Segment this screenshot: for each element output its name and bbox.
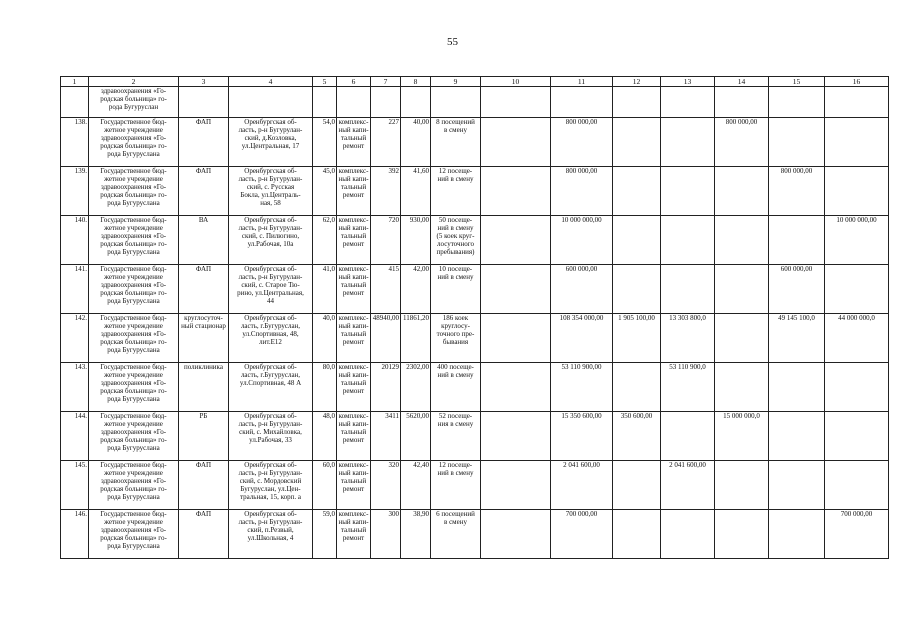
cell-col-7: 20129	[371, 363, 401, 412]
cell-col-14	[715, 216, 769, 265]
cell-col-12	[613, 265, 661, 314]
cell-col-11: 800 000,00	[551, 167, 613, 216]
cell-col-14	[715, 461, 769, 510]
cell-col-14: 15 000 000,0	[715, 412, 769, 461]
cell-col-16	[825, 461, 889, 510]
cell-col-6	[337, 87, 371, 118]
cell-col-15: 49 145 100,0	[769, 314, 825, 363]
cell-col-8: 41,60	[401, 167, 431, 216]
cell-col-14	[715, 265, 769, 314]
cell-col-3: ФАП	[179, 118, 229, 167]
cell-col-16	[825, 412, 889, 461]
cell-col-5: 62,0	[313, 216, 337, 265]
cell-col-5: 48,0	[313, 412, 337, 461]
cell-col-11: 53 110 900,00	[551, 363, 613, 412]
cell-col-11: 800 000,00	[551, 118, 613, 167]
cell-col-10	[481, 314, 551, 363]
page-number: 55	[447, 36, 458, 48]
cell-col-12	[613, 461, 661, 510]
cell-col-8: 2302,00	[401, 363, 431, 412]
cell-col-9: 400 посеще- ний в смену	[431, 363, 481, 412]
cell-col-16	[825, 167, 889, 216]
cell-col-10	[481, 265, 551, 314]
cell-col-5: 54,0	[313, 118, 337, 167]
cell-col-16: 44 000 000,0	[825, 314, 889, 363]
cell-col-5: 80,0	[313, 363, 337, 412]
cell-col-8	[401, 87, 431, 118]
cell-col-7: 300	[371, 510, 401, 559]
header-row	[61, 77, 889, 87]
cell-col-15	[769, 216, 825, 265]
cell-col-11	[551, 87, 613, 118]
cell-col-12	[613, 510, 661, 559]
cell-col-9: 52 посеще- ния в смену	[431, 412, 481, 461]
cell-col-9: 8 посещений в смену	[431, 118, 481, 167]
cell-col-1: 140.	[61, 216, 89, 265]
table-row	[61, 363, 889, 412]
table-row	[61, 167, 889, 216]
cell-col-13	[661, 118, 715, 167]
register-table	[60, 76, 889, 559]
table-header	[61, 77, 889, 87]
cell-col-4: Оренбургская об- ласть, р-н Бугурулан- ский, д.Козловка, ул.Центральная, 17	[229, 118, 313, 167]
cell-col-4: Оренбургская об- ласть, р-н Бугурулан- ский, с. Пилюгино, ул.Рабочая, 10а	[229, 216, 313, 265]
table-row-continuation	[61, 87, 889, 118]
column-header-5: 5	[313, 77, 337, 87]
cell-col-6: комплекс- ный капи- тальный ремонт	[337, 363, 371, 412]
cell-col-10	[481, 87, 551, 118]
cell-col-16: 10 000 000,00	[825, 216, 889, 265]
table-row	[61, 412, 889, 461]
cell-col-13: 13 303 800,0	[661, 314, 715, 363]
cell-col-3: ФАП	[179, 510, 229, 559]
cell-col-2: Государственное бюд- жетное учреждение здравоохранения «Го- родская больница» го- рода Бугуруслана	[89, 412, 179, 461]
cell-col-5	[313, 87, 337, 118]
cell-col-5: 41,0	[313, 265, 337, 314]
cell-col-3: поликлиника	[179, 363, 229, 412]
cell-col-11: 10 000 000,00	[551, 216, 613, 265]
cell-col-6: комплекс- ный капи- тальный ремонт	[337, 461, 371, 510]
column-header-8: 8	[401, 77, 431, 87]
cell-col-5: 40,0	[313, 314, 337, 363]
cell-col-11: 2 041 600,00	[551, 461, 613, 510]
cell-col-2: Государственное бюд- жетное учреждение здравоохранения «Го- родская больница» го- рода Бугуруслана	[89, 118, 179, 167]
column-header-6: 6	[337, 77, 371, 87]
table-row	[61, 314, 889, 363]
cell-col-1: 139.	[61, 167, 89, 216]
cell-col-3: ФАП	[179, 167, 229, 216]
cell-col-9	[431, 87, 481, 118]
cell-col-7: 320	[371, 461, 401, 510]
table-row	[61, 510, 889, 559]
cell-col-6: комплекс- ный капи- тальный ремонт	[337, 167, 371, 216]
cell-col-4: Оренбургская об- ласть, г.Бугуруслан, ул.Спортивная, 48 А	[229, 363, 313, 412]
cell-col-14	[715, 363, 769, 412]
cell-col-4: Оренбургская об- ласть, р-н Бугурулан- ский, с. Михайловка, ул.Рабочая, 33	[229, 412, 313, 461]
cell-col-3	[179, 87, 229, 118]
cell-col-12	[613, 363, 661, 412]
cell-col-9: 10 посеще- ний в смену	[431, 265, 481, 314]
cell-col-2: Государственное бюд- жетное учреждение здравоохранения «Го- родская больница» го- рода Бугуруслана	[89, 510, 179, 559]
cell-col-2: Государственное бюд- жетное учреждение здравоохранения «Го- родская больница» го- рода Бугуруслана	[89, 363, 179, 412]
cell-col-9: 6 посещений в смену	[431, 510, 481, 559]
cell-col-16	[825, 363, 889, 412]
cell-col-12	[613, 118, 661, 167]
cell-col-4: Оренбургская об- ласть, р-н Бугурулан- ский, с. Мордовский Бугуруслан, ул.Цен- тральная, 15, корп. а	[229, 461, 313, 510]
cell-col-15	[769, 363, 825, 412]
cell-col-14	[715, 510, 769, 559]
cell-col-2: Государственное бюд- жетное учреждение здравоохранения «Го- родская больница» го- рода Бугуруслана	[89, 216, 179, 265]
table-row	[61, 216, 889, 265]
cell-col-9: 50 посеще- ний в смену (5 коек круг- лосуточного пребывания)	[431, 216, 481, 265]
cell-col-4: Оренбургская об- ласть, р-н Бугурулан- ский, п.Резвый, ул.Школьная, 4	[229, 510, 313, 559]
cell-col-2: здравоохранения «Го- родская больница» го- рода Бугуруслан	[89, 87, 179, 118]
column-header-12: 12	[613, 77, 661, 87]
cell-col-7: 392	[371, 167, 401, 216]
cell-col-7: 48940,00	[371, 314, 401, 363]
cell-col-8: 42,00	[401, 265, 431, 314]
cell-col-12	[613, 87, 661, 118]
column-header-16: 16	[825, 77, 889, 87]
cell-col-13	[661, 510, 715, 559]
cell-col-7: 3411	[371, 412, 401, 461]
cell-col-5: 60,0	[313, 461, 337, 510]
cell-col-12: 350 600,00	[613, 412, 661, 461]
cell-col-13	[661, 167, 715, 216]
column-header-9: 9	[431, 77, 481, 87]
cell-col-12	[613, 167, 661, 216]
cell-col-6: комплекс- ный капи- тальный ремонт	[337, 216, 371, 265]
cell-col-6: комплекс- ный капи- тальный ремонт	[337, 314, 371, 363]
cell-col-1	[61, 87, 89, 118]
cell-col-8: 40,00	[401, 118, 431, 167]
cell-col-3: РБ	[179, 412, 229, 461]
cell-col-16	[825, 118, 889, 167]
cell-col-15	[769, 461, 825, 510]
cell-col-10	[481, 412, 551, 461]
cell-col-13: 53 110 900,0	[661, 363, 715, 412]
cell-col-16	[825, 87, 889, 118]
cell-col-1: 144.	[61, 412, 89, 461]
cell-col-13	[661, 412, 715, 461]
cell-col-3: круглосуточ- ный стационар	[179, 314, 229, 363]
cell-col-12	[613, 216, 661, 265]
cell-col-1: 141.	[61, 265, 89, 314]
cell-col-8: 930,00	[401, 216, 431, 265]
cell-col-9: 12 посеще- ний в смену	[431, 167, 481, 216]
cell-col-4: Оренбургская об- ласть, р-н Бугурулан- ский, с. Старое Тю- рино, ул.Центральная, 44	[229, 265, 313, 314]
cell-col-3: ФАП	[179, 265, 229, 314]
cell-col-6: комплекс- ный капи- тальный ремонт	[337, 118, 371, 167]
cell-col-1: 146.	[61, 510, 89, 559]
cell-col-6: комплекс- ный капи- тальный ремонт	[337, 510, 371, 559]
cell-col-1: 143.	[61, 363, 89, 412]
cell-col-1: 138.	[61, 118, 89, 167]
column-header-7: 7	[371, 77, 401, 87]
column-header-1: 1	[61, 77, 89, 87]
cell-col-11: 700 000,00	[551, 510, 613, 559]
cell-col-5: 59,0	[313, 510, 337, 559]
cell-col-11: 108 354 000,00	[551, 314, 613, 363]
cell-col-15	[769, 412, 825, 461]
cell-col-14: 800 000,00	[715, 118, 769, 167]
cell-col-7: 720	[371, 216, 401, 265]
cell-col-1: 145.	[61, 461, 89, 510]
cell-col-16: 700 000,00	[825, 510, 889, 559]
cell-col-5: 45,0	[313, 167, 337, 216]
cell-col-15: 800 000,00	[769, 167, 825, 216]
cell-col-10	[481, 461, 551, 510]
cell-col-12: 1 905 100,00	[613, 314, 661, 363]
cell-col-10	[481, 118, 551, 167]
cell-col-8: 11861,20	[401, 314, 431, 363]
cell-col-7: 415	[371, 265, 401, 314]
cell-col-14	[715, 167, 769, 216]
cell-col-1: 142.	[61, 314, 89, 363]
cell-col-4	[229, 87, 313, 118]
cell-col-11: 600 000,00	[551, 265, 613, 314]
column-header-15: 15	[769, 77, 825, 87]
cell-col-15	[769, 118, 825, 167]
cell-col-6: комплекс- ный капи- тальный ремонт	[337, 265, 371, 314]
cell-col-16	[825, 265, 889, 314]
cell-col-3: ФАП	[179, 461, 229, 510]
cell-col-2: Государственное бюд- жетное учреждение здравоохранения «Го- родская больница» го- рода Бугуруслана	[89, 167, 179, 216]
cell-col-2: Государственное бюд- жетное учреждение здравоохранения «Го- родская больница» го- рода Бугуруслана	[89, 461, 179, 510]
column-header-3: 3	[179, 77, 229, 87]
cell-col-2: Государственное бюд- жетное учреждение здравоохранения «Го- родская больница» го- рода Бугуруслана	[89, 265, 179, 314]
table-row	[61, 265, 889, 314]
cell-col-15	[769, 510, 825, 559]
cell-col-9: 186 коек круглосу- точного пре- бывания	[431, 314, 481, 363]
cell-col-10	[481, 167, 551, 216]
cell-col-10	[481, 363, 551, 412]
column-header-11: 11	[551, 77, 613, 87]
cell-col-14	[715, 314, 769, 363]
table-row	[61, 461, 889, 510]
cell-col-11: 15 350 600,00	[551, 412, 613, 461]
cell-col-7	[371, 87, 401, 118]
cell-col-13	[661, 265, 715, 314]
cell-col-4: Оренбургская об- ласть, р-н Бугурулан- ский, с. Русская Бокла, ул.Централь- ная, 58	[229, 167, 313, 216]
cell-col-15: 600 000,00	[769, 265, 825, 314]
cell-col-9: 12 посеще- ний в смену	[431, 461, 481, 510]
column-header-14: 14	[715, 77, 769, 87]
column-header-10: 10	[481, 77, 551, 87]
cell-col-8: 42,40	[401, 461, 431, 510]
table-body	[61, 87, 889, 559]
cell-col-15	[769, 87, 825, 118]
cell-col-13: 2 041 600,00	[661, 461, 715, 510]
cell-col-2: Государственное бюд- жетное учреждение здравоохранения «Го- родская больница» го- рода Бугуруслана	[89, 314, 179, 363]
column-header-13: 13	[661, 77, 715, 87]
cell-col-14	[715, 87, 769, 118]
table-row	[61, 118, 889, 167]
cell-col-13	[661, 216, 715, 265]
cell-col-3: ВА	[179, 216, 229, 265]
cell-col-8: 38,90	[401, 510, 431, 559]
column-header-2: 2	[89, 77, 179, 87]
cell-col-13	[661, 87, 715, 118]
cell-col-7: 227	[371, 118, 401, 167]
cell-col-10	[481, 510, 551, 559]
cell-col-4: Оренбургская об- ласть, г.Бугуруслан, ул.Спортивная, 48, лит.Е12	[229, 314, 313, 363]
column-header-4: 4	[229, 77, 313, 87]
cell-col-6: комплекс- ный капи- тальный ремонт	[337, 412, 371, 461]
cell-col-8: 5620,00	[401, 412, 431, 461]
cell-col-10	[481, 216, 551, 265]
